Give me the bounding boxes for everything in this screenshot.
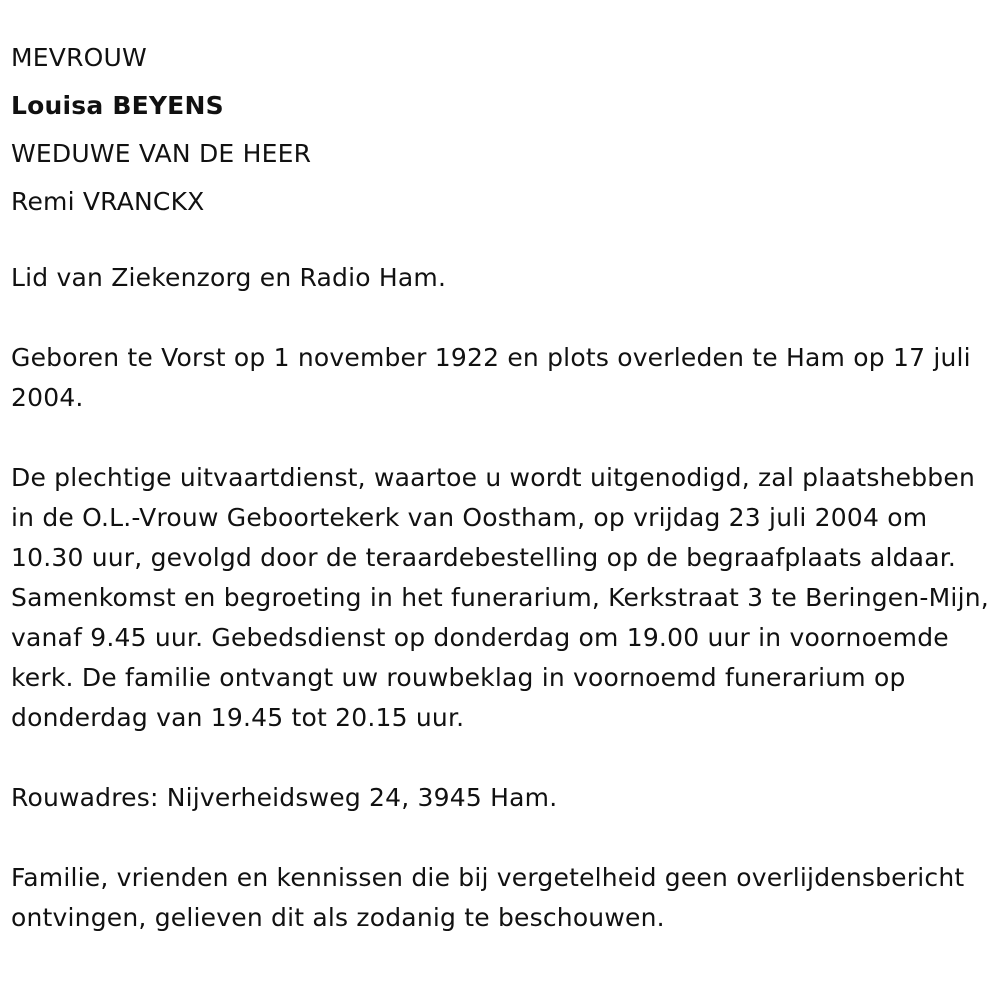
spacer	[11, 418, 996, 458]
obituary-notice	[11, 34, 996, 938]
closing-paragraph: Familie, vrienden en kennissen die bij vergetelheid geen overlijdensbericht ontvingen, gelieven dit als zodanig te beschouwen.	[11, 863, 965, 932]
deceased-name: Louisa BEYENS	[11, 91, 224, 120]
spacer	[11, 298, 996, 338]
membership-paragraph: Lid van Ziekenzorg en Radio Ham.	[11, 263, 447, 292]
birth-death-paragraph: Geboren te Vorst op 1 november 1922 en plots overleden te Ham op 17 juli 2004.	[11, 343, 971, 412]
spouse-name: Remi VRANCKX	[11, 187, 205, 216]
spacer	[11, 226, 996, 258]
spacer	[11, 738, 996, 778]
honorific-line: MEVROUW	[11, 43, 147, 72]
spacer	[11, 818, 996, 858]
relation-line: WEDUWE VAN DE HEER	[11, 139, 312, 168]
funeral-paragraph: De plechtige uitvaartdienst, waartoe u wordt uitgenodigd, zal plaatshebben in de O.L.-Vrouw Geboortekerk van Oostham, op vrijdag 23 juli 2004 om 10.30 uur, gevolgd door de teraardebestelling op de begraafplaats aldaar. Samenkomst en begroeting in het funerarium, Kerkstraat 3 te Beringen-Mijn, vanaf 9.45 uur. Gebedsdienst op donderdag om 19.00 uur in voornoemde kerk. De familie ontvangt uw rouwbeklag in voornoemd funerarium op donderdag van 19.45 tot 20.15 uur.	[11, 463, 989, 732]
address-paragraph: Rouwadres: Nijverheidsweg 24, 3945 Ham.	[11, 783, 558, 812]
